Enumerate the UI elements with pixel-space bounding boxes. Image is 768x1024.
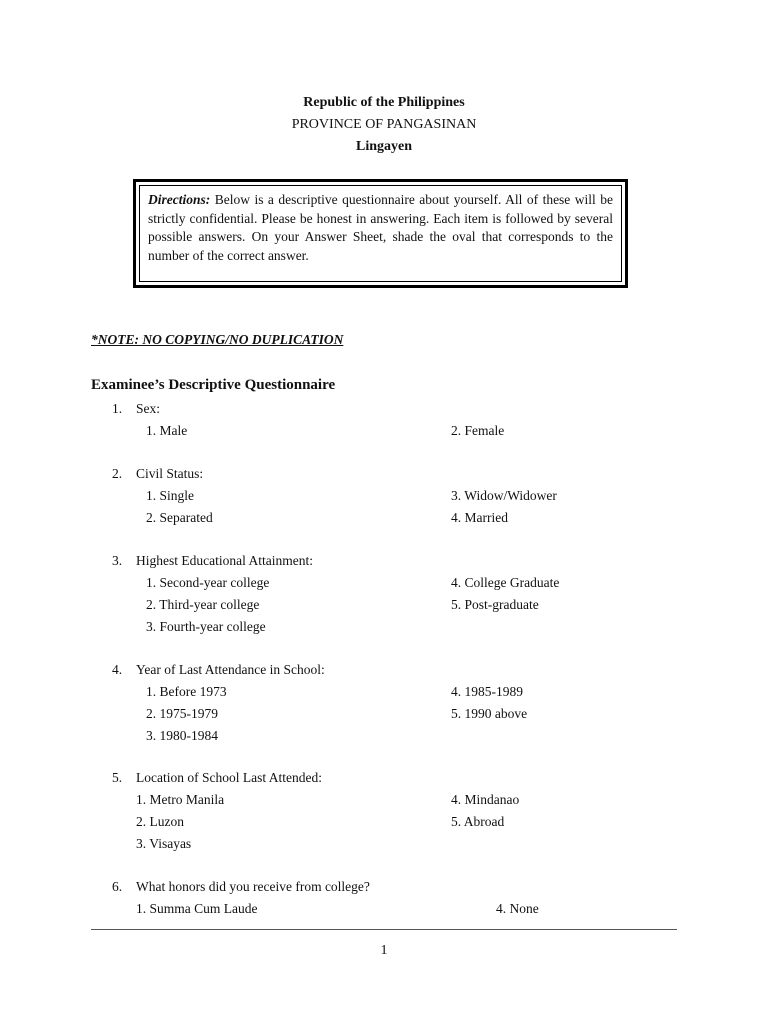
question-stem: Civil Status: bbox=[136, 466, 204, 481]
document-header bbox=[0, 92, 768, 158]
option: 2. Separated bbox=[146, 510, 213, 525]
option: 5. Post-graduate bbox=[451, 597, 539, 612]
question-stem: Year of Last Attendance in School: bbox=[136, 662, 325, 677]
header-province: PROVINCE OF PANGASINAN bbox=[291, 117, 477, 132]
question-stem: Location of School Last Attended: bbox=[136, 770, 322, 785]
header-city: Lingayen bbox=[355, 139, 412, 154]
option: 2. 1975-1979 bbox=[146, 706, 218, 721]
question-number: 1. bbox=[112, 401, 123, 416]
option: 4. 1985-1989 bbox=[451, 684, 523, 699]
option: 1. Summa Cum Laude bbox=[136, 901, 258, 916]
option: 1. Metro Manila bbox=[136, 792, 225, 807]
directions-inner-border bbox=[139, 185, 622, 282]
option: 3. Fourth-year college bbox=[146, 619, 266, 634]
option: 2. Third-year college bbox=[146, 597, 260, 612]
question-stem: Sex: bbox=[136, 401, 161, 416]
question-stem: What honors did you receive from college? bbox=[136, 879, 370, 894]
questionnaire-title: Examinee’s Descriptive Questionnaire bbox=[91, 377, 336, 393]
no-copying-note: *NOTE: NO COPYING/NO DUPLICATION bbox=[91, 332, 344, 347]
option: 3. Widow/Widower bbox=[451, 488, 557, 503]
directions-label: Directions: bbox=[148, 192, 211, 207]
header-republic: Republic of the Philippines bbox=[303, 95, 465, 110]
option: 3. 1980-1984 bbox=[146, 728, 218, 743]
directions-box bbox=[133, 179, 628, 288]
option: 2. Female bbox=[451, 423, 505, 438]
question-stem: Highest Educational Attainment: bbox=[136, 553, 313, 568]
option: 3. Visayas bbox=[136, 836, 192, 851]
option: 5. Abroad bbox=[451, 814, 505, 829]
option: 5. 1990 above bbox=[451, 706, 528, 721]
footer-divider bbox=[91, 929, 677, 930]
question-number: 3. bbox=[112, 553, 123, 568]
option: 4. College Graduate bbox=[451, 575, 560, 590]
option: 4. Mindanao bbox=[451, 792, 520, 807]
question-number: 5. bbox=[112, 770, 123, 785]
question-number: 4. bbox=[112, 662, 123, 677]
option: 1. Male bbox=[146, 423, 188, 438]
directions-text: Below is a descriptive questionnaire about yourself. All of these will be strictly confidential. Please be honest in answering. Each item is followed by several possible answers. On your Answer Sheet, shade the oval that corresponds to the number of the correct answer. bbox=[148, 192, 613, 263]
option: 2. Luzon bbox=[136, 814, 184, 829]
option: 1. Single bbox=[146, 488, 195, 503]
option: 4. Married bbox=[451, 510, 508, 525]
page-number: 1 bbox=[380, 943, 388, 958]
option: 1. Second-year college bbox=[146, 575, 270, 590]
option: 4. None bbox=[496, 901, 539, 916]
question-number: 6. bbox=[112, 879, 123, 894]
question-number: 2. bbox=[112, 466, 123, 481]
option: 1. Before 1973 bbox=[146, 684, 227, 699]
